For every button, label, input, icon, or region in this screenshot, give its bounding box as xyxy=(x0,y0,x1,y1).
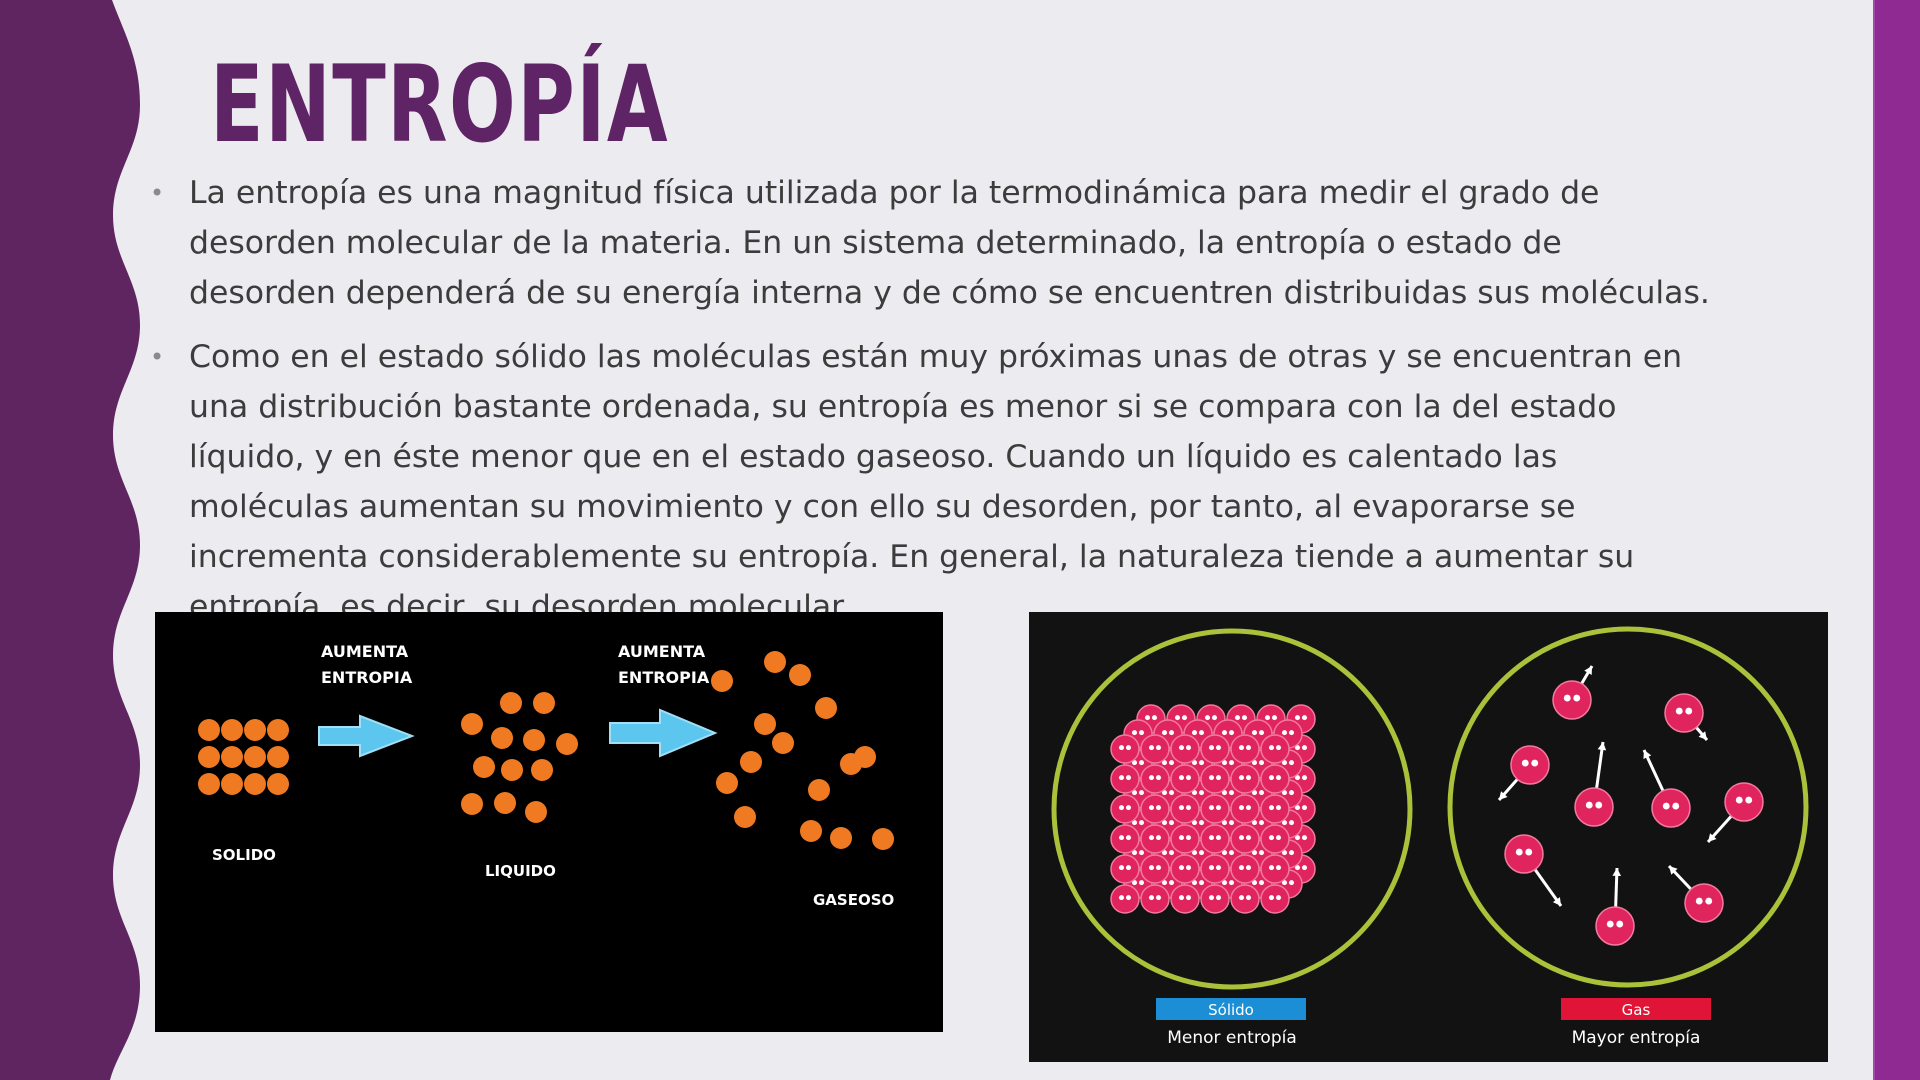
solid-molecule xyxy=(1201,855,1229,883)
gas-molecule xyxy=(734,806,756,828)
liquid-molecule xyxy=(501,759,523,781)
bullet-item xyxy=(150,332,1710,632)
solid-molecule xyxy=(1201,885,1229,913)
solid-molecule xyxy=(1261,735,1289,763)
solid-molecule-eye xyxy=(1252,730,1257,735)
solid-molecule-eye xyxy=(1242,715,1247,720)
bullet-text: Como en el estado sólido las moléculas están muy próximas unas de otras y se encuentran en una distribución bastante ordenada, su entropía es menor si se compara con la del estado líquido, y en éste menor que en el estado gaseoso. Cuando un líquido es calentado las moléculas aumentan su movimiento y con ello su desorden, por tanto, al evaporarse se incrementa considerablemente su entropía. En general, la naturaleza tiende a aumentar su entropía, es decir, su desorden molecular. xyxy=(189,339,1683,625)
bullet-icon: • xyxy=(150,179,165,207)
gas-molecule-eye xyxy=(1616,921,1623,928)
gas-molecules xyxy=(1499,666,1763,945)
solid-molecule xyxy=(1141,855,1169,883)
arrow-label-2-line2: ENTROPIA xyxy=(618,668,710,687)
solid-molecule-eye xyxy=(1126,865,1131,870)
gas-molecule-eye xyxy=(1736,797,1743,804)
solid-molecule-eye xyxy=(1199,730,1204,735)
solid-molecule-eye xyxy=(1179,805,1184,810)
states-of-matter-image xyxy=(155,612,943,1032)
solid-molecule-eye xyxy=(1169,790,1174,795)
solid-molecule-eye xyxy=(1162,730,1167,735)
gas-molecule xyxy=(1725,783,1763,821)
gas-molecule xyxy=(1665,694,1703,732)
solid-molecule-eye xyxy=(1276,775,1281,780)
solid-molecule xyxy=(221,773,243,795)
solid-molecule-eye xyxy=(1186,805,1191,810)
solid-molecule-eye xyxy=(1179,895,1184,900)
solid-molecule-eye xyxy=(1156,745,1161,750)
solid-molecule-eye xyxy=(1246,895,1251,900)
solid-molecule-eye xyxy=(1246,775,1251,780)
solid-molecule-eye xyxy=(1149,805,1154,810)
gas-molecule-eye xyxy=(1607,921,1614,928)
solid-molecule xyxy=(1171,825,1199,853)
solid-molecule-eye xyxy=(1156,865,1161,870)
gas-molecule xyxy=(772,732,794,754)
solid-molecule-eye xyxy=(1199,760,1204,765)
gas-molecule xyxy=(754,713,776,735)
solid-molecule-eye xyxy=(1295,715,1300,720)
solid-molecule xyxy=(198,746,220,768)
solid-molecule-eye xyxy=(1119,865,1124,870)
solid-molecule xyxy=(244,719,266,741)
slide-title: ENTROPÍA xyxy=(210,43,670,166)
solid-molecule xyxy=(244,746,266,768)
solid-molecule xyxy=(267,746,289,768)
solid-molecule-eye xyxy=(1139,730,1144,735)
solid-molecule-eye xyxy=(1259,820,1264,825)
gas-molecule-eye xyxy=(1595,802,1602,809)
solid-molecule-eye xyxy=(1302,745,1307,750)
solid-molecule xyxy=(1141,735,1169,763)
solid-molecule-eye xyxy=(1149,895,1154,900)
solid-vs-gas-image xyxy=(1029,612,1828,1062)
solid-molecule-eye xyxy=(1272,715,1277,720)
liquid-molecule xyxy=(533,692,555,714)
solid-molecule xyxy=(1111,765,1139,793)
solid-molecule-eye xyxy=(1119,745,1124,750)
solid-molecule-eye xyxy=(1199,880,1204,885)
liquid-molecule xyxy=(523,729,545,751)
solid-molecule-eye xyxy=(1186,775,1191,780)
solid-molecule-eye xyxy=(1132,730,1137,735)
solid-molecule-eye xyxy=(1119,835,1124,840)
solid-molecule-eye xyxy=(1126,805,1131,810)
solid-molecule xyxy=(198,773,220,795)
solid-molecule xyxy=(1261,795,1289,823)
solid-molecule xyxy=(1111,885,1139,913)
solid-molecule xyxy=(267,773,289,795)
solid-molecule-eye xyxy=(1192,730,1197,735)
solid-molecule-eye xyxy=(1246,745,1251,750)
solid-molecule-eye xyxy=(1126,895,1131,900)
solid-molecule-eye xyxy=(1276,895,1281,900)
solid-molecule-eye xyxy=(1246,835,1251,840)
solid-molecule-eye xyxy=(1239,775,1244,780)
gas-molecule xyxy=(789,664,811,686)
gas-molecule xyxy=(1596,907,1634,945)
solid-molecule-eye xyxy=(1289,790,1294,795)
solid-molecule-eye xyxy=(1179,775,1184,780)
solid-molecule-eye xyxy=(1139,760,1144,765)
gas-molecule-eye xyxy=(1586,802,1593,809)
solid-molecule-eye xyxy=(1269,895,1274,900)
solid-molecule-eye xyxy=(1186,835,1191,840)
solid-molecule-eye xyxy=(1259,730,1264,735)
solid-molecule xyxy=(267,719,289,741)
solid-molecule-eye xyxy=(1126,775,1131,780)
solid-molecule-eye xyxy=(1139,880,1144,885)
gas-molecule xyxy=(808,779,830,801)
gas-molecule xyxy=(1575,788,1613,826)
solid-molecule-eye xyxy=(1119,805,1124,810)
solid-molecule-eye xyxy=(1216,745,1221,750)
solid-molecule-eye xyxy=(1276,805,1281,810)
bullet-list xyxy=(150,168,1710,646)
gas-molecule-eye xyxy=(1696,898,1703,905)
gas-molecule xyxy=(1511,746,1549,784)
solid-molecules xyxy=(198,719,289,795)
solid-molecule-eye xyxy=(1269,835,1274,840)
solid-molecule-eye xyxy=(1179,835,1184,840)
gas-molecule xyxy=(716,772,738,794)
solid-molecule xyxy=(1261,885,1289,913)
solid-molecule xyxy=(198,719,220,741)
solid-molecule-eye xyxy=(1229,790,1234,795)
solid-molecule xyxy=(1261,855,1289,883)
solid-molecule-eye xyxy=(1186,865,1191,870)
solid-molecule xyxy=(1201,825,1229,853)
solid-molecule-eye xyxy=(1269,745,1274,750)
solid-molecule-eye xyxy=(1119,895,1124,900)
gas-molecule xyxy=(830,827,852,849)
solid-molecule-eye xyxy=(1259,760,1264,765)
solid-molecule-eye xyxy=(1289,820,1294,825)
gas-badge-label: Gas xyxy=(1621,1001,1651,1019)
right-arrow-icon xyxy=(610,710,715,756)
right-band xyxy=(1875,0,1920,1080)
solid-molecule-eye xyxy=(1229,820,1234,825)
solid-molecule xyxy=(1111,795,1139,823)
solid-molecule-eye xyxy=(1126,835,1131,840)
liquid-molecule xyxy=(473,756,495,778)
solid-molecule xyxy=(1111,855,1139,883)
solid-molecule xyxy=(1171,735,1199,763)
solid-badge-label: Sólido xyxy=(1208,1001,1254,1019)
left-wave-band xyxy=(0,0,145,1080)
solid-label: SOLIDO xyxy=(212,846,276,864)
gas-molecule-eye xyxy=(1522,760,1529,767)
solid-molecule-eye xyxy=(1209,745,1214,750)
solid-molecule-eye xyxy=(1246,865,1251,870)
solid-molecule-eye xyxy=(1269,775,1274,780)
solid-molecule-eye xyxy=(1145,715,1150,720)
solid-molecule-eye xyxy=(1216,895,1221,900)
liquid-molecule xyxy=(556,733,578,755)
solid-molecule xyxy=(1261,825,1289,853)
solid-molecule-eye xyxy=(1302,805,1307,810)
gas-caption: Mayor entropía xyxy=(1571,1028,1701,1048)
solid-molecule-eye xyxy=(1229,730,1234,735)
solid-molecule xyxy=(1231,795,1259,823)
liquid-molecule xyxy=(531,759,553,781)
solid-molecule xyxy=(1171,885,1199,913)
gas-molecule-eye xyxy=(1531,760,1538,767)
solid-molecule-eye xyxy=(1169,880,1174,885)
solid-molecule-eye xyxy=(1302,835,1307,840)
solid-molecule-eye xyxy=(1229,880,1234,885)
solid-molecule-eye xyxy=(1209,805,1214,810)
solid-molecule-eye xyxy=(1175,715,1180,720)
gas-molecule-eye xyxy=(1685,708,1692,715)
solid-molecule-eye xyxy=(1169,820,1174,825)
solid-molecule-eye xyxy=(1169,760,1174,765)
solid-molecule xyxy=(1201,735,1229,763)
liquid-molecule xyxy=(500,692,522,714)
solid-molecule xyxy=(1261,765,1289,793)
solid-molecule-eye xyxy=(1216,835,1221,840)
liquid-molecule xyxy=(494,792,516,814)
solid-molecule-eye xyxy=(1212,715,1217,720)
solid-molecule-eye xyxy=(1246,805,1251,810)
solid-molecule-eye xyxy=(1205,715,1210,720)
solid-molecule xyxy=(1171,765,1199,793)
solid-molecule xyxy=(244,773,266,795)
solid-molecule-eye xyxy=(1149,865,1154,870)
solid-molecule-eye xyxy=(1216,865,1221,870)
solid-molecule-eye xyxy=(1209,775,1214,780)
solid-molecule-eye xyxy=(1169,730,1174,735)
gas-molecule xyxy=(815,697,837,719)
solid-molecule-eye xyxy=(1209,895,1214,900)
solid-molecule-eye xyxy=(1269,805,1274,810)
solid-molecule-eye xyxy=(1302,865,1307,870)
solid-molecule-eye xyxy=(1156,895,1161,900)
solid-molecule-eye xyxy=(1186,895,1191,900)
gas-molecule-eye xyxy=(1573,695,1580,702)
solid-molecule-eye xyxy=(1156,775,1161,780)
solid-molecule-eye xyxy=(1282,730,1287,735)
gas-molecules xyxy=(711,651,894,850)
gas-molecule-eye xyxy=(1672,803,1679,810)
solid-molecule xyxy=(1201,795,1229,823)
arrow-label-1-line1: AUMENTA xyxy=(321,642,409,661)
solid-molecule-eye xyxy=(1139,790,1144,795)
solid-molecule xyxy=(1171,855,1199,883)
solid-molecule xyxy=(1111,735,1139,763)
solid-molecule-eye xyxy=(1229,760,1234,765)
arrow-label-1-line2: ENTROPIA xyxy=(321,668,413,687)
solid-molecule-eye xyxy=(1259,790,1264,795)
solid-molecule-eye xyxy=(1289,880,1294,885)
solid-molecule xyxy=(221,719,243,741)
solid-molecule-eye xyxy=(1199,820,1204,825)
solid-molecule xyxy=(1141,825,1169,853)
solid-molecule-eye xyxy=(1259,880,1264,885)
solid-molecule-eye xyxy=(1302,715,1307,720)
solid-molecule-eye xyxy=(1186,745,1191,750)
solid-molecule-eye xyxy=(1276,865,1281,870)
solid-molecule-eye xyxy=(1239,865,1244,870)
solid-molecule xyxy=(1141,795,1169,823)
gas-molecule xyxy=(800,820,822,842)
solid-molecule-eye xyxy=(1289,730,1294,735)
bullet-icon: • xyxy=(150,343,165,371)
solid-molecule xyxy=(1201,765,1229,793)
solid-molecule xyxy=(1231,885,1259,913)
bullet-text: La entropía es una magnitud física utilizada por la termodinámica para medir el grado de desorden molecular de la materia. En un sistema determinado, la entropía o estado de desorden dependerá de su energía interna y de cómo se encuentren distribuidas sus moléculas. xyxy=(189,175,1710,311)
solid-molecule-eye xyxy=(1139,820,1144,825)
solid-molecule-eye xyxy=(1209,865,1214,870)
solid-molecule-eye xyxy=(1259,850,1264,855)
solid-molecule xyxy=(1231,855,1259,883)
gas-molecule-eye xyxy=(1705,898,1712,905)
gas-molecule xyxy=(1553,681,1591,719)
gas-molecule xyxy=(764,651,786,673)
solid-molecule-eye xyxy=(1199,850,1204,855)
solid-molecule-eye xyxy=(1222,730,1227,735)
liquid-label: LIQUIDO xyxy=(485,862,556,880)
solid-molecule-eye xyxy=(1269,865,1274,870)
solid-molecule-eye xyxy=(1289,760,1294,765)
gas-molecule xyxy=(711,670,733,692)
solid-molecule-eye xyxy=(1199,790,1204,795)
gas-label: GASEOSO xyxy=(813,891,895,909)
solid-molecule xyxy=(1111,825,1139,853)
gas-molecule xyxy=(872,828,894,850)
solid-caption: Menor entropía xyxy=(1167,1028,1297,1048)
solid-molecule-eye xyxy=(1126,745,1131,750)
gas-molecule xyxy=(1685,884,1723,922)
solid-molecule-eye xyxy=(1235,715,1240,720)
solid-molecule-eye xyxy=(1276,745,1281,750)
solid-molecule-eye xyxy=(1149,775,1154,780)
gas-molecule-eye xyxy=(1745,797,1752,804)
gas-molecule xyxy=(1505,835,1543,873)
solid-molecule-eye xyxy=(1289,850,1294,855)
liquid-molecule xyxy=(491,727,513,749)
gas-molecule-eye xyxy=(1676,708,1683,715)
solid-molecule-cube xyxy=(1111,705,1315,913)
solid-molecule xyxy=(1231,735,1259,763)
solid-molecule-eye xyxy=(1276,835,1281,840)
gas-molecule xyxy=(1652,789,1690,827)
liquid-molecules xyxy=(461,692,578,823)
solid-molecule-eye xyxy=(1302,775,1307,780)
gas-molecule-eye xyxy=(1564,695,1571,702)
solid-molecule-eye xyxy=(1149,835,1154,840)
solid-molecule-eye xyxy=(1239,835,1244,840)
solid-molecule-eye xyxy=(1152,715,1157,720)
liquid-molecule xyxy=(525,801,547,823)
gas-molecule-eye xyxy=(1663,803,1670,810)
solid-molecule-eye xyxy=(1209,835,1214,840)
solid-molecule-eye xyxy=(1239,895,1244,900)
liquid-molecule xyxy=(461,713,483,735)
gas-molecule xyxy=(854,746,876,768)
solid-molecule-eye xyxy=(1169,850,1174,855)
solid-molecule xyxy=(1141,765,1169,793)
solid-molecule xyxy=(1141,885,1169,913)
gas-molecule-eye xyxy=(1525,849,1532,856)
solid-molecule-eye xyxy=(1239,745,1244,750)
liquid-molecule xyxy=(461,793,483,815)
solid-molecule-eye xyxy=(1229,850,1234,855)
solid-molecule xyxy=(1231,765,1259,793)
solid-molecule-eye xyxy=(1149,745,1154,750)
solid-molecule-eye xyxy=(1265,715,1270,720)
solid-molecule-eye xyxy=(1182,715,1187,720)
gas-molecule-eye xyxy=(1516,849,1523,856)
solid-molecule-eye xyxy=(1216,775,1221,780)
solid-molecule-eye xyxy=(1139,850,1144,855)
solid-molecule-eye xyxy=(1119,775,1124,780)
solid-molecule-eye xyxy=(1179,865,1184,870)
solid-molecule xyxy=(221,746,243,768)
gas-molecule xyxy=(740,751,762,773)
solid-molecule-eye xyxy=(1156,805,1161,810)
solid-molecule xyxy=(1231,825,1259,853)
solid-molecule-eye xyxy=(1216,805,1221,810)
arrow-label-2-line1: AUMENTA xyxy=(618,642,706,661)
solid-molecule-eye xyxy=(1156,835,1161,840)
bullet-item xyxy=(150,168,1710,318)
right-arrow-icon xyxy=(319,716,412,756)
solid-molecule-eye xyxy=(1179,745,1184,750)
arrow-head-icon xyxy=(1612,868,1621,876)
solid-molecule-eye xyxy=(1239,805,1244,810)
solid-molecule xyxy=(1171,795,1199,823)
